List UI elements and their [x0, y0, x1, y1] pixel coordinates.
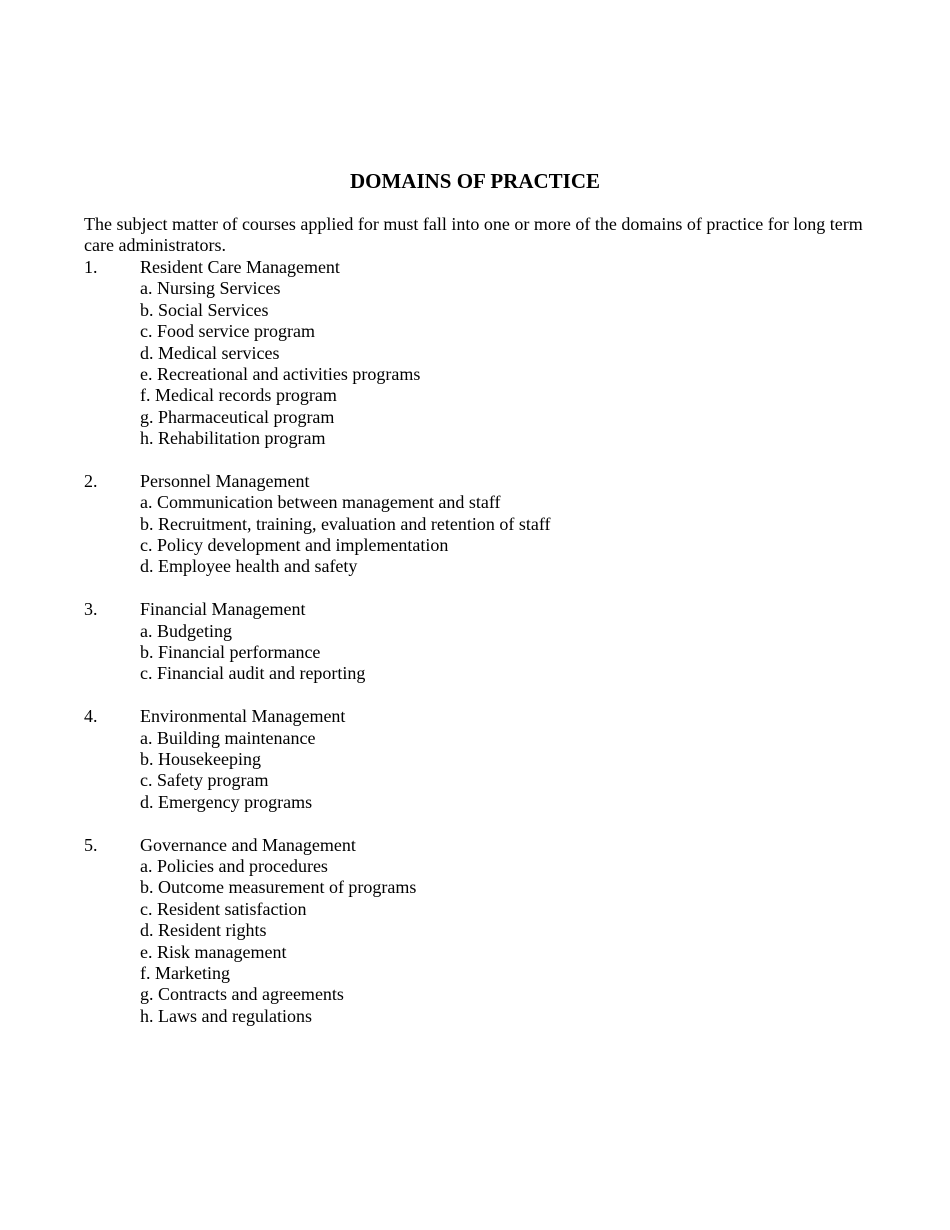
- domain-number: 3.: [84, 599, 98, 620]
- domain-subitem: d. Resident rights: [140, 920, 267, 941]
- domain-subitems: [84, 856, 874, 1027]
- domain-subitem: a. Budgeting: [140, 620, 232, 641]
- domain-subitem: d. Medical services: [140, 342, 280, 363]
- domain-heading: [84, 257, 874, 278]
- domain-name: Personnel Management: [140, 470, 310, 491]
- domain-subitem: d. Emergency programs: [140, 791, 313, 812]
- domain-name: Environmental Management: [140, 706, 346, 727]
- domain-subitem: c. Food service program: [140, 321, 315, 342]
- intro-paragraph: The subject matter of courses applied for must fall into one or more of the domains of practice for long term care administrators.: [84, 214, 863, 256]
- domain-number: 4.: [84, 706, 98, 727]
- domain-name: Governance and Management: [140, 834, 356, 855]
- domain-subitem: d. Employee health and safety: [140, 556, 358, 577]
- domain-subitem: c. Policy development and implementation: [140, 535, 449, 556]
- domain-subitem: b. Social Services: [140, 299, 269, 320]
- domain-section: [84, 471, 874, 578]
- domain-subitem: g. Pharmaceutical program: [140, 406, 335, 427]
- domain-subitems: [84, 621, 874, 685]
- page-title: DOMAINS OF PRACTICE: [349, 169, 601, 193]
- domain-subitem: c. Resident satisfaction: [140, 898, 307, 919]
- domain-subitems: [84, 728, 874, 814]
- domain-heading: [84, 599, 874, 620]
- domain-subitem: b. Recruitment, training, evaluation and retention of staff: [140, 513, 551, 534]
- domain-section: [84, 599, 874, 685]
- domain-subitem: a. Nursing Services: [140, 278, 281, 299]
- domain-subitem: a. Communication between management and staff: [140, 492, 501, 513]
- domain-section: [84, 835, 874, 1028]
- domain-subitems: [84, 492, 874, 578]
- domains-list: [84, 257, 874, 1048]
- domain-subitem: b. Housekeeping: [140, 748, 261, 769]
- domain-heading: [84, 706, 874, 727]
- domain-subitem: c. Safety program: [140, 770, 269, 791]
- domain-subitem: f. Marketing: [140, 962, 230, 983]
- domain-heading: [84, 835, 874, 856]
- domain-subitem: a. Building maintenance: [140, 727, 316, 748]
- domain-subitem: b. Financial performance: [140, 642, 321, 663]
- domain-section: [84, 706, 874, 813]
- domain-subitem: g. Contracts and agreements: [140, 984, 344, 1005]
- domain-name: Financial Management: [140, 599, 306, 620]
- domain-subitem: c. Financial audit and reporting: [140, 663, 366, 684]
- domain-number: 2.: [84, 470, 98, 491]
- domain-heading: [84, 471, 874, 492]
- domain-subitem: a. Policies and procedures: [140, 855, 328, 876]
- domain-name: Resident Care Management: [140, 257, 340, 277]
- domain-subitem: e. Risk management: [140, 941, 287, 962]
- domain-subitems: [84, 278, 874, 449]
- domain-number: 1.: [84, 257, 98, 277]
- domain-subitem: f. Medical records program: [140, 385, 337, 406]
- domain-number: 5.: [84, 834, 98, 855]
- domain-subitem: h. Laws and regulations: [140, 1005, 312, 1026]
- domain-subitem: e. Recreational and activities programs: [140, 363, 421, 384]
- domain-section: [84, 257, 874, 450]
- domain-subitem: h. Rehabilitation program: [140, 428, 326, 449]
- domain-subitem: b. Outcome measurement of programs: [140, 877, 417, 898]
